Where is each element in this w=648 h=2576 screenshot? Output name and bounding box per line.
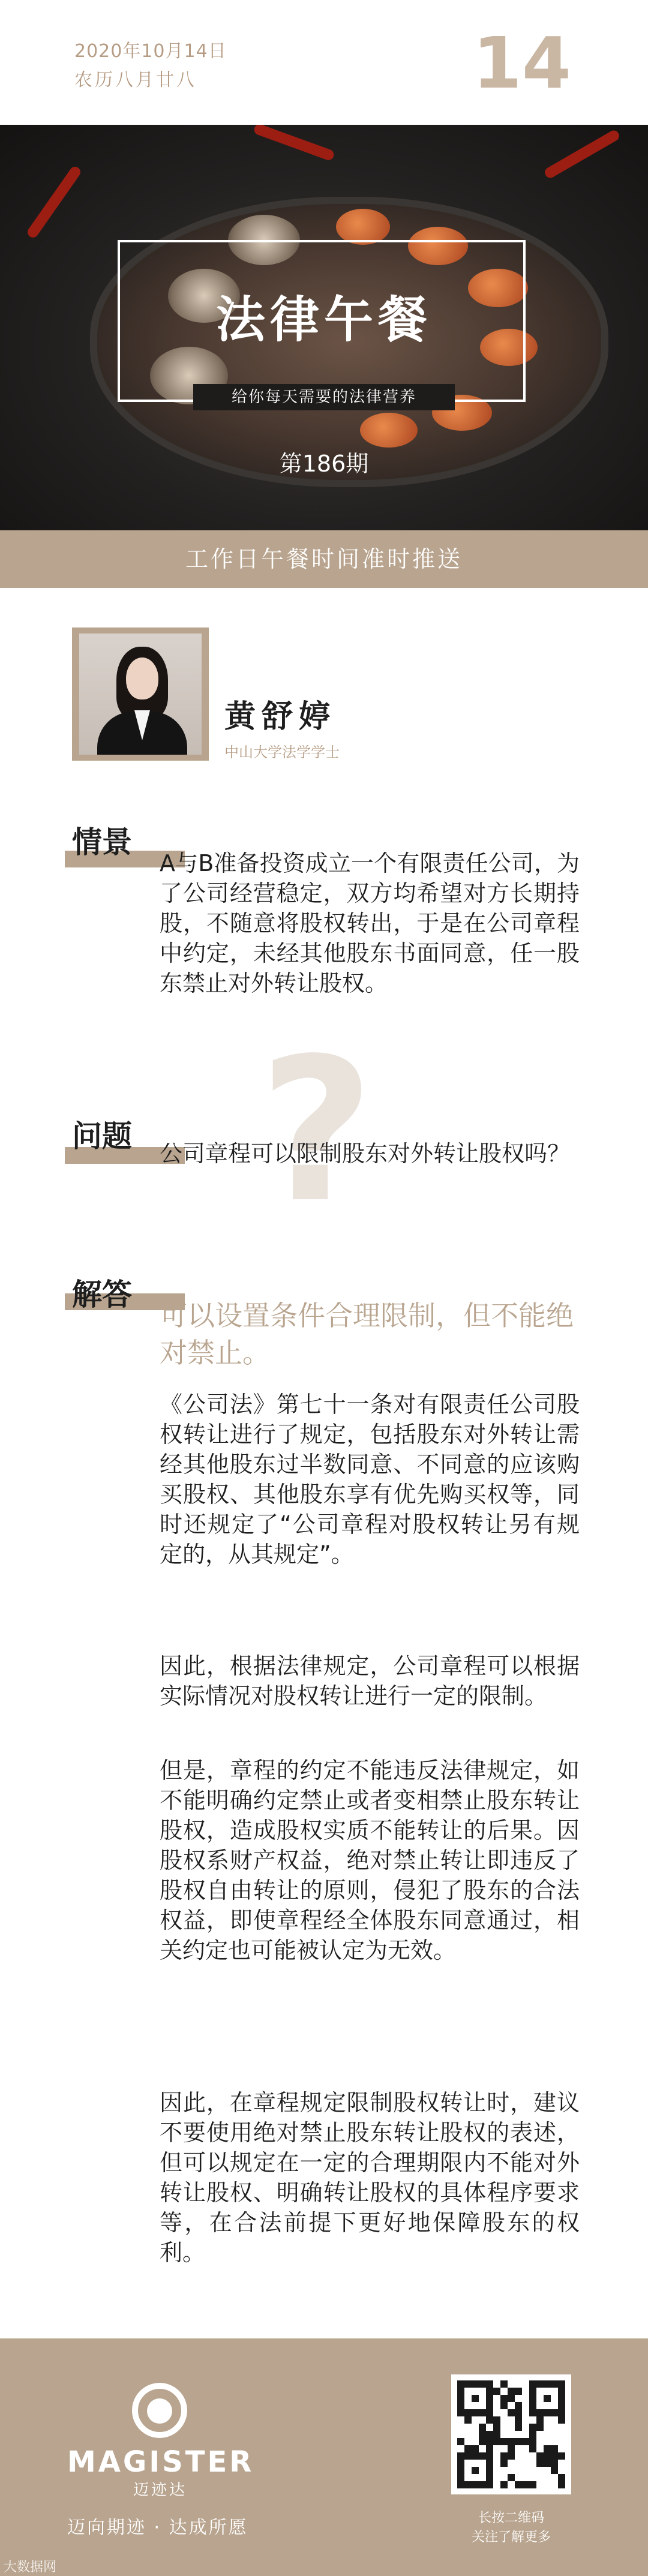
shrimp-decoration: [360, 413, 418, 448]
author-photo: [79, 634, 202, 755]
watermark: 大数据网: [4, 2560, 57, 2575]
logo-wordmark: MAGISTER: [67, 2445, 254, 2479]
chili-pepper-decoration: [543, 128, 621, 180]
author-school: 中山大学法学学士: [224, 744, 340, 761]
scenario-text: A与B准备投资成立一个有限责任公司，为了公司经营稳定，双方均希望对方长期持股，不随意将股权转出，于是在公司章程中约定，未经其他股东书面同意，任一股东禁止对外转让股权。: [160, 850, 580, 996]
slogan: 迈向期迹 · 达成所愿: [67, 2517, 248, 2538]
question-mark-decoration: ?: [259, 1016, 374, 1246]
header-day-number: 14: [472, 22, 571, 104]
answer-paragraph: 因此，在章程规定限制股权转让时，建议不要使用绝对禁止股东转让股权的表述，但可以规定在一定的合理期限内不能对外转让股权、明确转让股权的具体程序要求等，在合法前提下更好地保障股东的权利。: [160, 2089, 580, 2266]
question-text: 公司章程可以限制股东对外转让股权吗？: [160, 1140, 571, 1167]
section-label-answer: 解答: [72, 1277, 132, 1312]
footer: [0, 2338, 648, 2576]
qr-code[interactable]: [451, 2374, 571, 2494]
logo-icon-inner: [147, 2398, 172, 2424]
chili-pepper-decoration: [253, 125, 335, 161]
author-name: 黄舒婷: [224, 699, 337, 735]
push-schedule-band: 工作日午餐时间准时推送: [0, 530, 648, 588]
answer-headline: 可以设置条件合理限制，但不能绝对禁止。: [160, 1299, 574, 1369]
shrimp-decoration: [336, 209, 390, 245]
chili-pepper-decoration: [25, 164, 82, 239]
hero-title: 法律午餐: [215, 292, 432, 349]
qr-caption-line2: 关注了解更多: [471, 2530, 551, 2545]
hero-subtitle: 给你每天需要的法律营养: [193, 384, 455, 410]
issue-number: 第186期: [279, 451, 369, 477]
answer-paragraph: 《公司法》第七十一条对有限责任公司股权转让进行了规定，包括股东对外转让需经其他股东过半数同意、不同意的应该购买股权、其他股东享有优先购买权等，同时还规定了“公司章程对股权转让另有规定的，从其规定”。: [160, 1391, 580, 1568]
header-date: 2020年10月14日: [74, 41, 227, 62]
section-label-scenario: 情景: [72, 825, 132, 860]
author-photo-frame: [72, 628, 209, 761]
logo-chinese-name: 迈迹达: [133, 2481, 188, 2499]
qr-caption-line1: 长按二维码: [478, 2511, 544, 2526]
section-label-question: 问题: [72, 1119, 132, 1154]
answer-paragraph: 因此，根据法律规定，公司章程可以根据实际情况对股权转让进行一定的限制。: [160, 1653, 580, 1709]
header-lunar-date: 农历八月廿八: [74, 70, 197, 91]
answer-paragraph: 但是，章程的约定不能违反法律规定，如不能明确约定禁止或者变相禁止股东转让股权，造成股权实质不能转让的后果。因股权系财产权益，绝对禁止转让即违反了股权自由转让的原则，侵犯了股东的合法权益，即使章程经全体股东同意通过，相关约定也可能被认定为无效。: [160, 1757, 580, 1963]
